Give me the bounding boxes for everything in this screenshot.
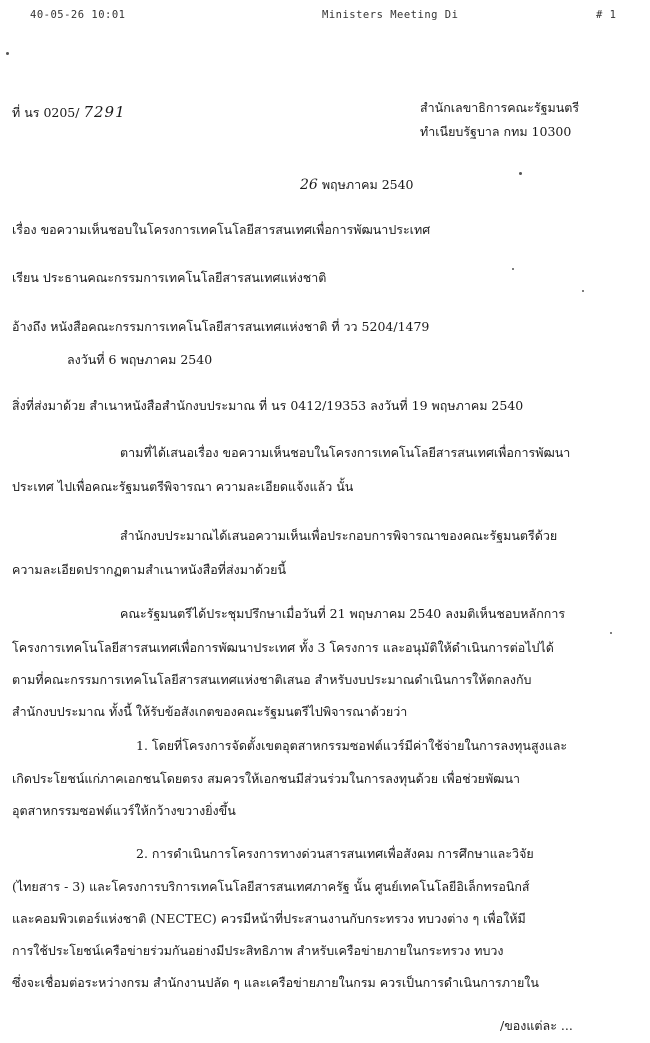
item-2-line-5: ซึ่งจะเชื่อมต่อระหว่างกรม สำนักงานปลัด ๆ และเครือข่ายภายในกรม ควรเป็นการดำเนินการภายใน xyxy=(12,975,539,990)
scan-speck xyxy=(519,172,522,175)
item-2-line-3: และคอมพิวเตอร์แห่งชาติ (NECTEC) ควรมีหน้าที่ประสานงานกับกระทรวง ทบวงต่าง ๆ เพื่อให้มี xyxy=(12,911,526,926)
paragraph-2-line-1: สำนักงบประมาณได้เสนอความเห็นเพื่อประกอบการพิจารณาของคณะรัฐมนตรีด้วย xyxy=(120,528,558,543)
scan-speck xyxy=(512,268,514,270)
paragraph-1-line-2: ประเทศ ไปเพื่อคณะรัฐมนตรีพิจารณา ความละเอียดแจ้งแล้ว นั้น xyxy=(12,479,354,494)
date-day: 26 xyxy=(300,177,318,193)
fax-page-number: # 1 xyxy=(596,9,617,21)
scan-speck xyxy=(582,290,584,292)
fax-datetime: 40-05-26 10:01 xyxy=(30,9,126,21)
reference-line-2: ลงวันที่ 6 พฤษภาคม 2540 xyxy=(67,352,213,367)
item-2-line-1: 2. การดำเนินการโครงการทางด่วนสารสนเทศเพื่อสังคม การศึกษาและวิจัย xyxy=(136,846,534,861)
office-name: สำนักเลขาธิการคณะรัฐมนตรี xyxy=(420,100,580,115)
enclosure-line: สิ่งที่ส่งมาด้วย สำเนาหนังสือสำนักงบประมาณ ที่ นร 0412/19353 ลงวันที่ 19 พฤษภาคม 2540 xyxy=(12,398,524,413)
item-2-line-2: (ไทยสาร - 3) และโครงการบริการเทคโนโลยีสารสนเทศภาครัฐ นั้น ศูนย์เทคโนโลยีอิเล็กทรอนิกส์ xyxy=(12,879,530,894)
scan-speck xyxy=(6,52,9,55)
paragraph-3-line-4: สำนักงบประมาณ ทั้งนี้ ให้รับข้อสังเกตของคณะรัฐมนตรีไปพิจารณาด้วยว่า xyxy=(12,704,408,719)
item-1-line-2: เกิดประโยชน์แก่ภาคเอกชนโดยตรง สมควรให้เอกชนมีส่วนร่วมในการลงทุนด้วย เพื่อช่วยพัฒนา xyxy=(12,771,521,786)
paragraph-1-line-1: ตามที่ได้เสนอเรื่อง ขอความเห็นชอบในโครงการเทคโนโลยีสารสนเทศเพื่อการพัฒนา xyxy=(120,445,571,460)
office-address: ทำเนียบรัฐบาล กทม 10300 xyxy=(420,124,572,139)
recipient-line: เรียน ประธานคณะกรรมการเทคโนโลยีสารสนเทศแห่งชาติ xyxy=(12,270,327,285)
item-1-line-3: อุตสาหกรรมซอฟต์แวร์ให้กว้างขวางยิ่งขึ้น xyxy=(12,803,236,818)
reference-handwritten-number: 7291 xyxy=(83,103,126,121)
reference-number xyxy=(12,104,126,121)
paragraph-3-line-3: ตามที่คณะกรรมการเทคโนโลยีสารสนเทศแห่งชาติเสนอ สำหรับงบประมาณดำเนินการให้ตกลงกับ xyxy=(12,672,532,687)
date-month-year: พฤษภาคม 2540 xyxy=(321,177,414,192)
paragraph-3-line-2: โครงการเทคโนโลยีสารสนเทศเพื่อการพัฒนาประเทศ ทั้ง 3 โครงการ และอนุมัติให้ดำเนินการต่อไปได้ xyxy=(12,640,554,655)
fax-title: Ministers Meeting Di xyxy=(322,9,459,21)
reference-line-1: อ้างถึง หนังสือคณะกรรมการเทคโนโลยีสารสนเทศแห่งชาติ ที่ วว 5204/1479 xyxy=(12,319,430,334)
paragraph-2-line-2: ความละเอียดปรากฏตามสำเนาหนังสือที่ส่งมาด้วยนี้ xyxy=(12,562,286,577)
paragraph-3-line-1: คณะรัฐมนตรีได้ประชุมปรึกษาเมื่อวันที่ 21 พฤษภาคม 2540 ลงมติเห็นชอบหลักการ xyxy=(120,606,566,621)
item-2-line-4: การใช้ประโยชน์เครือข่ายร่วมกันอย่างมีประสิทธิภาพ สำหรับเครือข่ายภายในกระทรวง ทบวง xyxy=(12,943,504,958)
reference-prefix: ที่ นร 0205/ xyxy=(12,105,80,120)
scan-speck xyxy=(610,632,612,634)
document-date xyxy=(300,177,414,193)
subject-line: เรื่อง ขอความเห็นชอบในโครงการเทคโนโลยีสารสนเทศเพื่อการพัฒนาประเทศ xyxy=(12,222,431,237)
item-1-line-1: 1. โดยที่โครงการจัดตั้งเขตอุตสาหกรรมซอฟต์แวร์มีค่าใช้จ่ายในการลงทุนสูงและ xyxy=(136,738,568,753)
continuation-marker: /ของแต่ละ ... xyxy=(500,1018,573,1033)
